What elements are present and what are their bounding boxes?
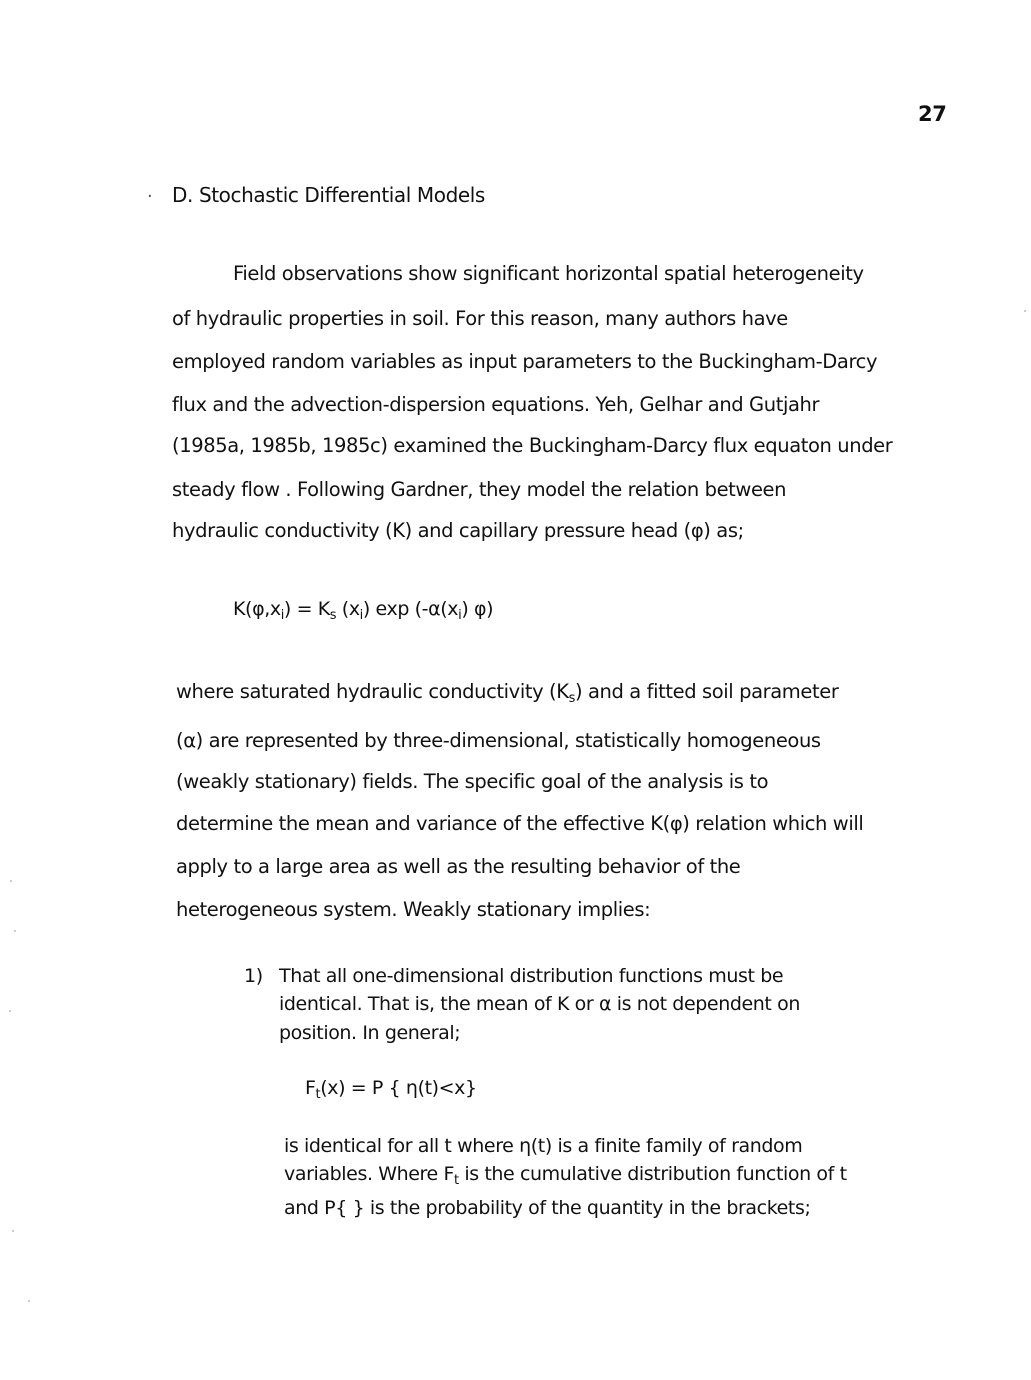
list-item-line: position. In general; (279, 1022, 461, 1044)
page-number: 27 (918, 102, 947, 126)
section-letter: D. (172, 183, 193, 207)
paragraph2-line: apply to a large area as well as the resulting behavior of the (176, 855, 741, 878)
paragraph1-line: Field observations show significant horizontal spatial heterogeneity (233, 262, 864, 285)
paragraph2-line: (α) are represented by three-dimensional, statistically homogeneous (176, 729, 821, 752)
scan-speck (1024, 310, 1026, 312)
scan-speck (28, 1300, 30, 1302)
paragraph2-line: where saturated hydraulic conductivity $(K_s)$ and a fitted soil parameter (176, 680, 839, 706)
equation-distribution: $F_t(x) = P$ { η(t)<x} (305, 1077, 477, 1102)
paragraph1-line: steady flow . Following Gardner, they model the relation between (172, 478, 787, 501)
section-title: Stochastic Differential Models (198, 183, 485, 207)
scan-speck (12, 1230, 14, 1232)
paragraph2-line: determine the mean and variance of the effective K(φ) relation which will (176, 812, 864, 835)
paragraph1-line: (1985a, 1985b, 1985c) examined the Buckingham-Darcy flux equaton under (172, 434, 893, 457)
scan-speck (10, 880, 12, 882)
margin-dot: · (147, 186, 153, 207)
list-item-line: That all one-dimensional distribution functions must be (279, 965, 784, 987)
paragraph1-line: employed random variables as input parameters to the Buckingham-Darcy (172, 350, 878, 373)
paragraph2-line: (weakly stationary) fields. The specific goal of the analysis is to (176, 770, 769, 793)
scan-speck (14, 930, 16, 932)
paragraph2-line: heterogeneous system. Weakly stationary implies: (176, 898, 651, 921)
paragraph1-line: hydraulic conductivity (K) and capillary pressure head (φ) as; (172, 519, 744, 542)
paragraph1-line: of hydraulic properties in soil. For this reason, many authors have (172, 307, 788, 330)
paragraph1-line: flux and the advection-dispersion equations. Yeh, Gelhar and Gutjahr (172, 393, 820, 416)
list-marker: 1) (244, 965, 263, 987)
list-item-line: and P{ } is the probability of the quantity in the brackets; (284, 1197, 811, 1219)
scan-speck (9, 1010, 11, 1012)
section-heading (172, 183, 485, 207)
equation-gardner: $K(\varphi,x_i) = K_s$ $(x_i)$ $\exp (-\alpha(x_i)$ φ) (233, 598, 494, 623)
list-item-line: is identical for all t where η(t) is a finite family of random (284, 1135, 803, 1157)
list-item-line: identical. That is, the mean of K or α is not dependent on (279, 993, 800, 1015)
list-item-line: variables. Where $F_t$ is the cumulative distribution function of t (284, 1163, 847, 1188)
